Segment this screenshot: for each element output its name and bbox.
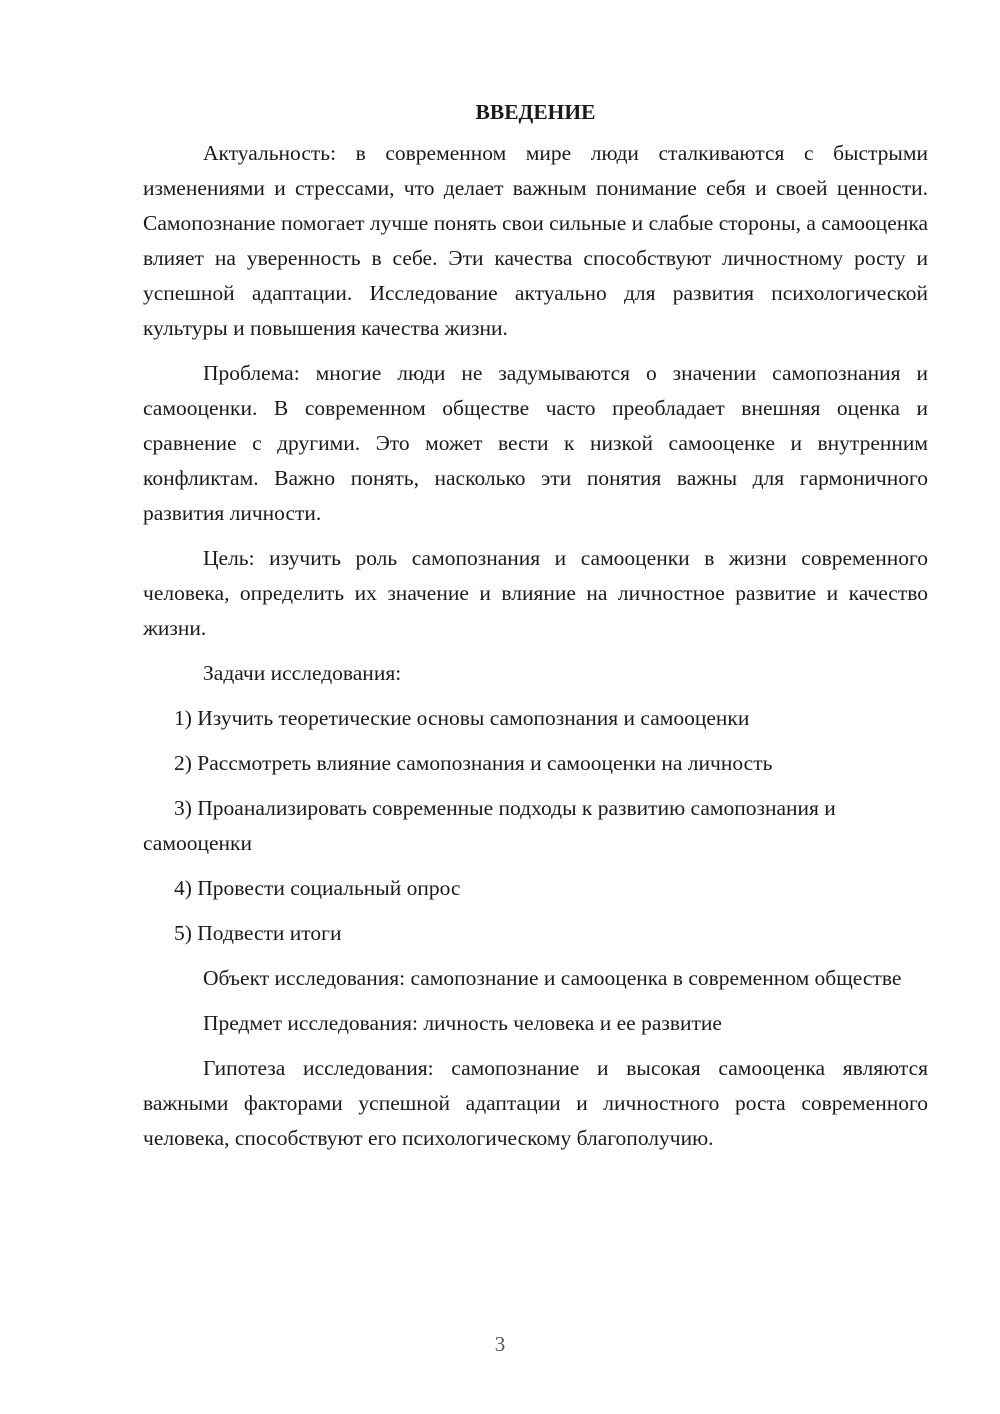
paragraph-object: Объект исследования: самопознание и самооценка в современном обществе [203, 966, 902, 990]
paragraph-subject: Предмет исследования: личность человека и ее развитие [203, 1011, 722, 1035]
page-content [143, 95, 928, 1166]
paragraph-goal: Цель: изучить роль самопознания и самооценки в жизни современного человека, определить их значение и влияние на личностное развитие и качество жизни. [143, 546, 928, 640]
task-item: 1) Изучить теоретические основы самопознания и самооценки [174, 706, 750, 730]
paragraph-relevance: Актуальность: в современном мире люди сталкиваются с быстрыми изменениями и стрессами, что делает важным понимание себя и своей ценности. Самопознание помогает лучше понять свои сильные и слабые стороны, а самооценка влияет на уверенность в себе. Эти качества способствуют личностному росту и успешной адаптации. Исследование актуально для развития психологической культуры и повышения качества жизни. [143, 141, 928, 340]
task-item: 5) Подвести итоги [174, 921, 342, 945]
paragraph-hypothesis: Гипотеза исследования: самопознание и высокая самооценка являются важными факторами успешной адаптации и личностного роста современного человека, способствуют его психологическому благополучию. [143, 1056, 928, 1150]
task-item: 4) Провести социальный опрос [174, 876, 461, 900]
page-number: 3 [494, 1332, 506, 1356]
paragraph-problem: Проблема: многие люди не задумываются о значении самопознания и самооценки. В современном обществе часто преобладает внешняя оценка и сравнение с другими. Это может вести к низкой самооценке и внутренним конфликтам. Важно понять, насколько эти понятия важны для гармоничного развития личности. [143, 361, 928, 525]
section-heading: ВВЕДЕНИЕ [475, 100, 596, 124]
tasks-title: Задачи исследования: [203, 661, 402, 685]
task-item: 2) Рассмотреть влияние самопознания и самооценки на личность [174, 751, 773, 775]
task-item: 3) Проанализировать современные подходы к развитию самопознания и самооценки [143, 796, 836, 855]
